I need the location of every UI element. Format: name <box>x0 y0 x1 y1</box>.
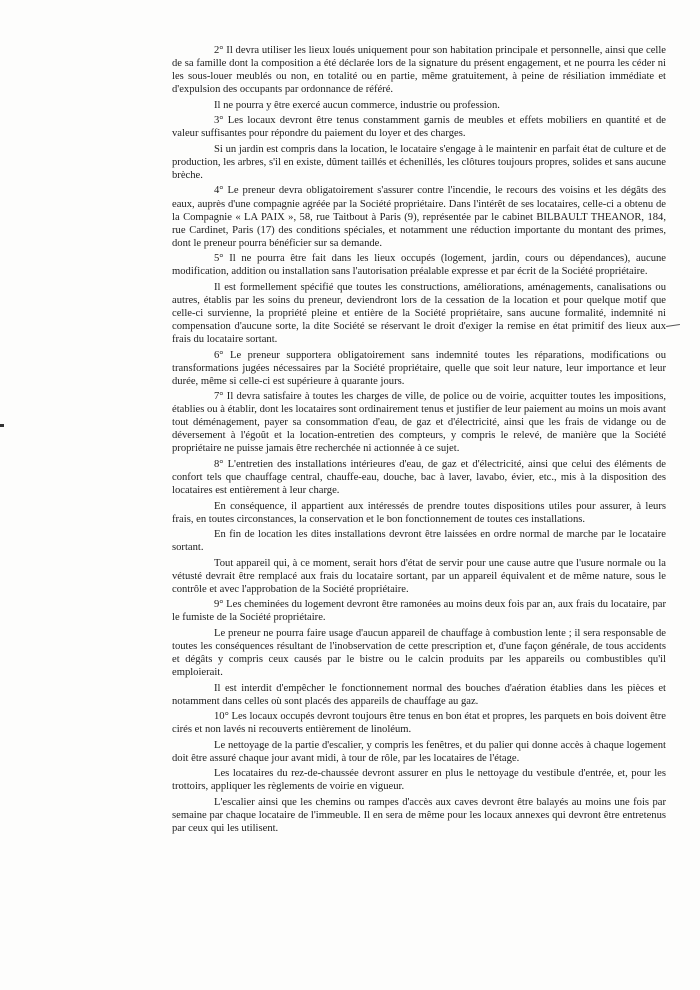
clause-9-ventilation: Il est interdit d'empêcher le fonctionnement normal des bouches d'aération établies dans les pièces et notamment dans celles où sont placés des appareils de chauffage au gaz. <box>172 682 666 707</box>
clause-7-charges: 7° Il devra satisfaire à toutes les charges de ville, de police ou de voirie, acquitter toutes les impositions, établies ou à établir, dont les locataires sont ordinairement tenus et justifier de leur paiement au moins un mois avant tout déménagement, payer sa consommation d'eau, de gaz et d'électricité, ainsi que les frais de vidange ou de déversement à l'égoût et la location-entretien des compteurs, y compris le relevé, de manière que la Société propriétaire ne puisse jamais être recherchée ni actionnée à ce sujet. <box>172 391 666 455</box>
clause-6-repairs: 6° Le preneur supportera obligatoirement sans indemnité toutes les réparations, modifications ou transformations jugées nécessaires par la Société propriétaire, quelle que soit leur nature, leur importance et leur durée, même si celle-ci est supérieure à quarante jours. <box>172 349 666 387</box>
clause-3-paragraph: 3° Les locaux devront être tenus constamment garnis de meubles et effets mobiliers en quantité et de valeur suffisantes pour répondre du paiement du loyer et des charges. <box>172 115 666 140</box>
clause-10-ground-floor: Les locataires du rez-de-chaussée devront assurer en plus le nettoyage du vestibule d'entrée, et, pour les trottoirs, appliquer les règlements de voirie en vigueur. <box>172 768 666 793</box>
clause-2-no-commerce: Il ne pourra y être exercé aucun commerce, industrie ou profession. <box>214 99 500 111</box>
clause-9-heating: Le preneur ne pourra faire usage d'aucun appareil de chauffage à combustion lente ; il sera responsable de toutes les conséquences résultant de l'inobservation de cette prescription et, d'une façon générale, de tous accidents et dégâts y compris ceux causés par le bistre ou le calcin produits par les appareils ou combustibles qu'il emploierait. <box>172 627 666 679</box>
clause-5-modifications: 5° Il ne pourra être fait dans les lieux occupés (logement, jardin, cours ou dépendances), aucune modification, addition ou installation sans l'autorisation préalable expresse et par écrit de la Société propriétaire. <box>172 253 666 278</box>
clause-8-replacement: Tout appareil qui, à ce moment, serait hors d'état de servir pour une cause autre que l'usure normale ou la vétusté devrait être remplacé aux frais du locataire sortant, par un appareil équivalent et de même nature, sous le contrôle et avec l'approbation de la Société propriétaire. <box>172 557 666 595</box>
clause-3-garden: Si un jardin est compris dans la location, le locataire s'engage à le maintenir en parfait état de culture et de production, les arbres, s'il en existe, dûment taillés et échenillés, les clôtures toujours propres, solides et sans aucune brèche. <box>172 143 666 181</box>
clause-10-cleanliness: 10° Les locaux occupés devront toujours être tenus en bon état et propres, les parquets en bois doivent être cirés et non lavés ni recouverts entièrement de linoléum. <box>172 711 666 736</box>
clause-8-maintenance: 8° L'entretien des installations intérieures d'eau, de gaz et d'électricité, ainsi que celui des éléments de confort tels que chauffage central, chauffe-eau, douche, bac à laver, lavabo, évier, etc., mis à la disposition des locataires est entièrement à leur charge. <box>172 458 666 496</box>
right-margin-mark <box>666 324 680 327</box>
clause-8-consequence: En conséquence, il appartient aux intéressés de prendre toutes dispositions utiles pour assurer, à leurs frais, en toutes circonstances, la conservation et le bon fonctionnement de toutes ces installations. <box>172 500 666 525</box>
clause-8-end-of-lease: En fin de location les dites installations devront être laissées en ordre normal de marche par le locataire sortant. <box>172 529 666 554</box>
clause-9-chimneys: 9° Les cheminées du logement devront être ramonées au moins deux fois par an, aux frais du locataire, par le fumiste de la Société propriétaire. <box>172 599 666 624</box>
clause-4-insurance: 4° Le preneur devra obligatoirement s'assurer contre l'incendie, le recours des voisins et les dégâts des eaux, auprès d'une compagnie agréée par la Société propriétaire. Dans l'intérêt de ses locataires, celle-ci a obtenu de la Compagnie « LA PAIX », 58, rue Taitbout à Paris (9), représentée par le cabinet BILBAULT THEANOR, 184, rue Cardinet, Paris (17) des conditions spéciales, et notamment une réduction importante du montant des primes, dont le preneur pourra bénéficier sur sa demande. <box>172 185 666 249</box>
clause-2-paragraph: 2° Il devra utiliser les lieux loués uniquement pour son habitation principale et personnelle, ainsi que celle de sa famille dont la composition a été déclarée lors de la signature du présent engagement, et ne pourra les céder ni les sous-louer meublés ou non, en totalité ou en partie, même gratuitement, à peine de résiliation immédiate et d'expulsion des occupants par ordonnance de référé. <box>172 45 666 96</box>
lease-conditions-text <box>172 44 666 838</box>
clause-10-stairs: Le nettoyage de la partie d'escalier, y compris les fenêtres, et du palier qui donne accès à chaque logement doit être assuré chaque jour avant midi, à tour de rôle, par les locataires de l'étage. <box>172 739 666 764</box>
left-margin-mark <box>0 424 4 427</box>
clause-10-cellars: L'escalier ainsi que les chemins ou rampes d'accès aux caves devront être balayés au moins une fois par semaine par chaque locataire de l'immeuble. Il en sera de même pour les locaux annexes qui devront être entretenus par ceux qui les utilisent. <box>172 797 666 835</box>
clause-5-improvements: Il est formellement spécifié que toutes les constructions, améliorations, aménagements, canalisations ou autres, établis par les soins du preneur, deviendront lors de la cessation de la location et pour quelque motif que celle-ci survienne, la propriété pleine et entière de la Société propriétaire, sans aucune formalité, indemnité ni compensation d'aucune sorte, la dite Société se réservant le droit d'exiger la remise en état primitif des lieux aux frais du locataire sortant. <box>172 281 666 345</box>
